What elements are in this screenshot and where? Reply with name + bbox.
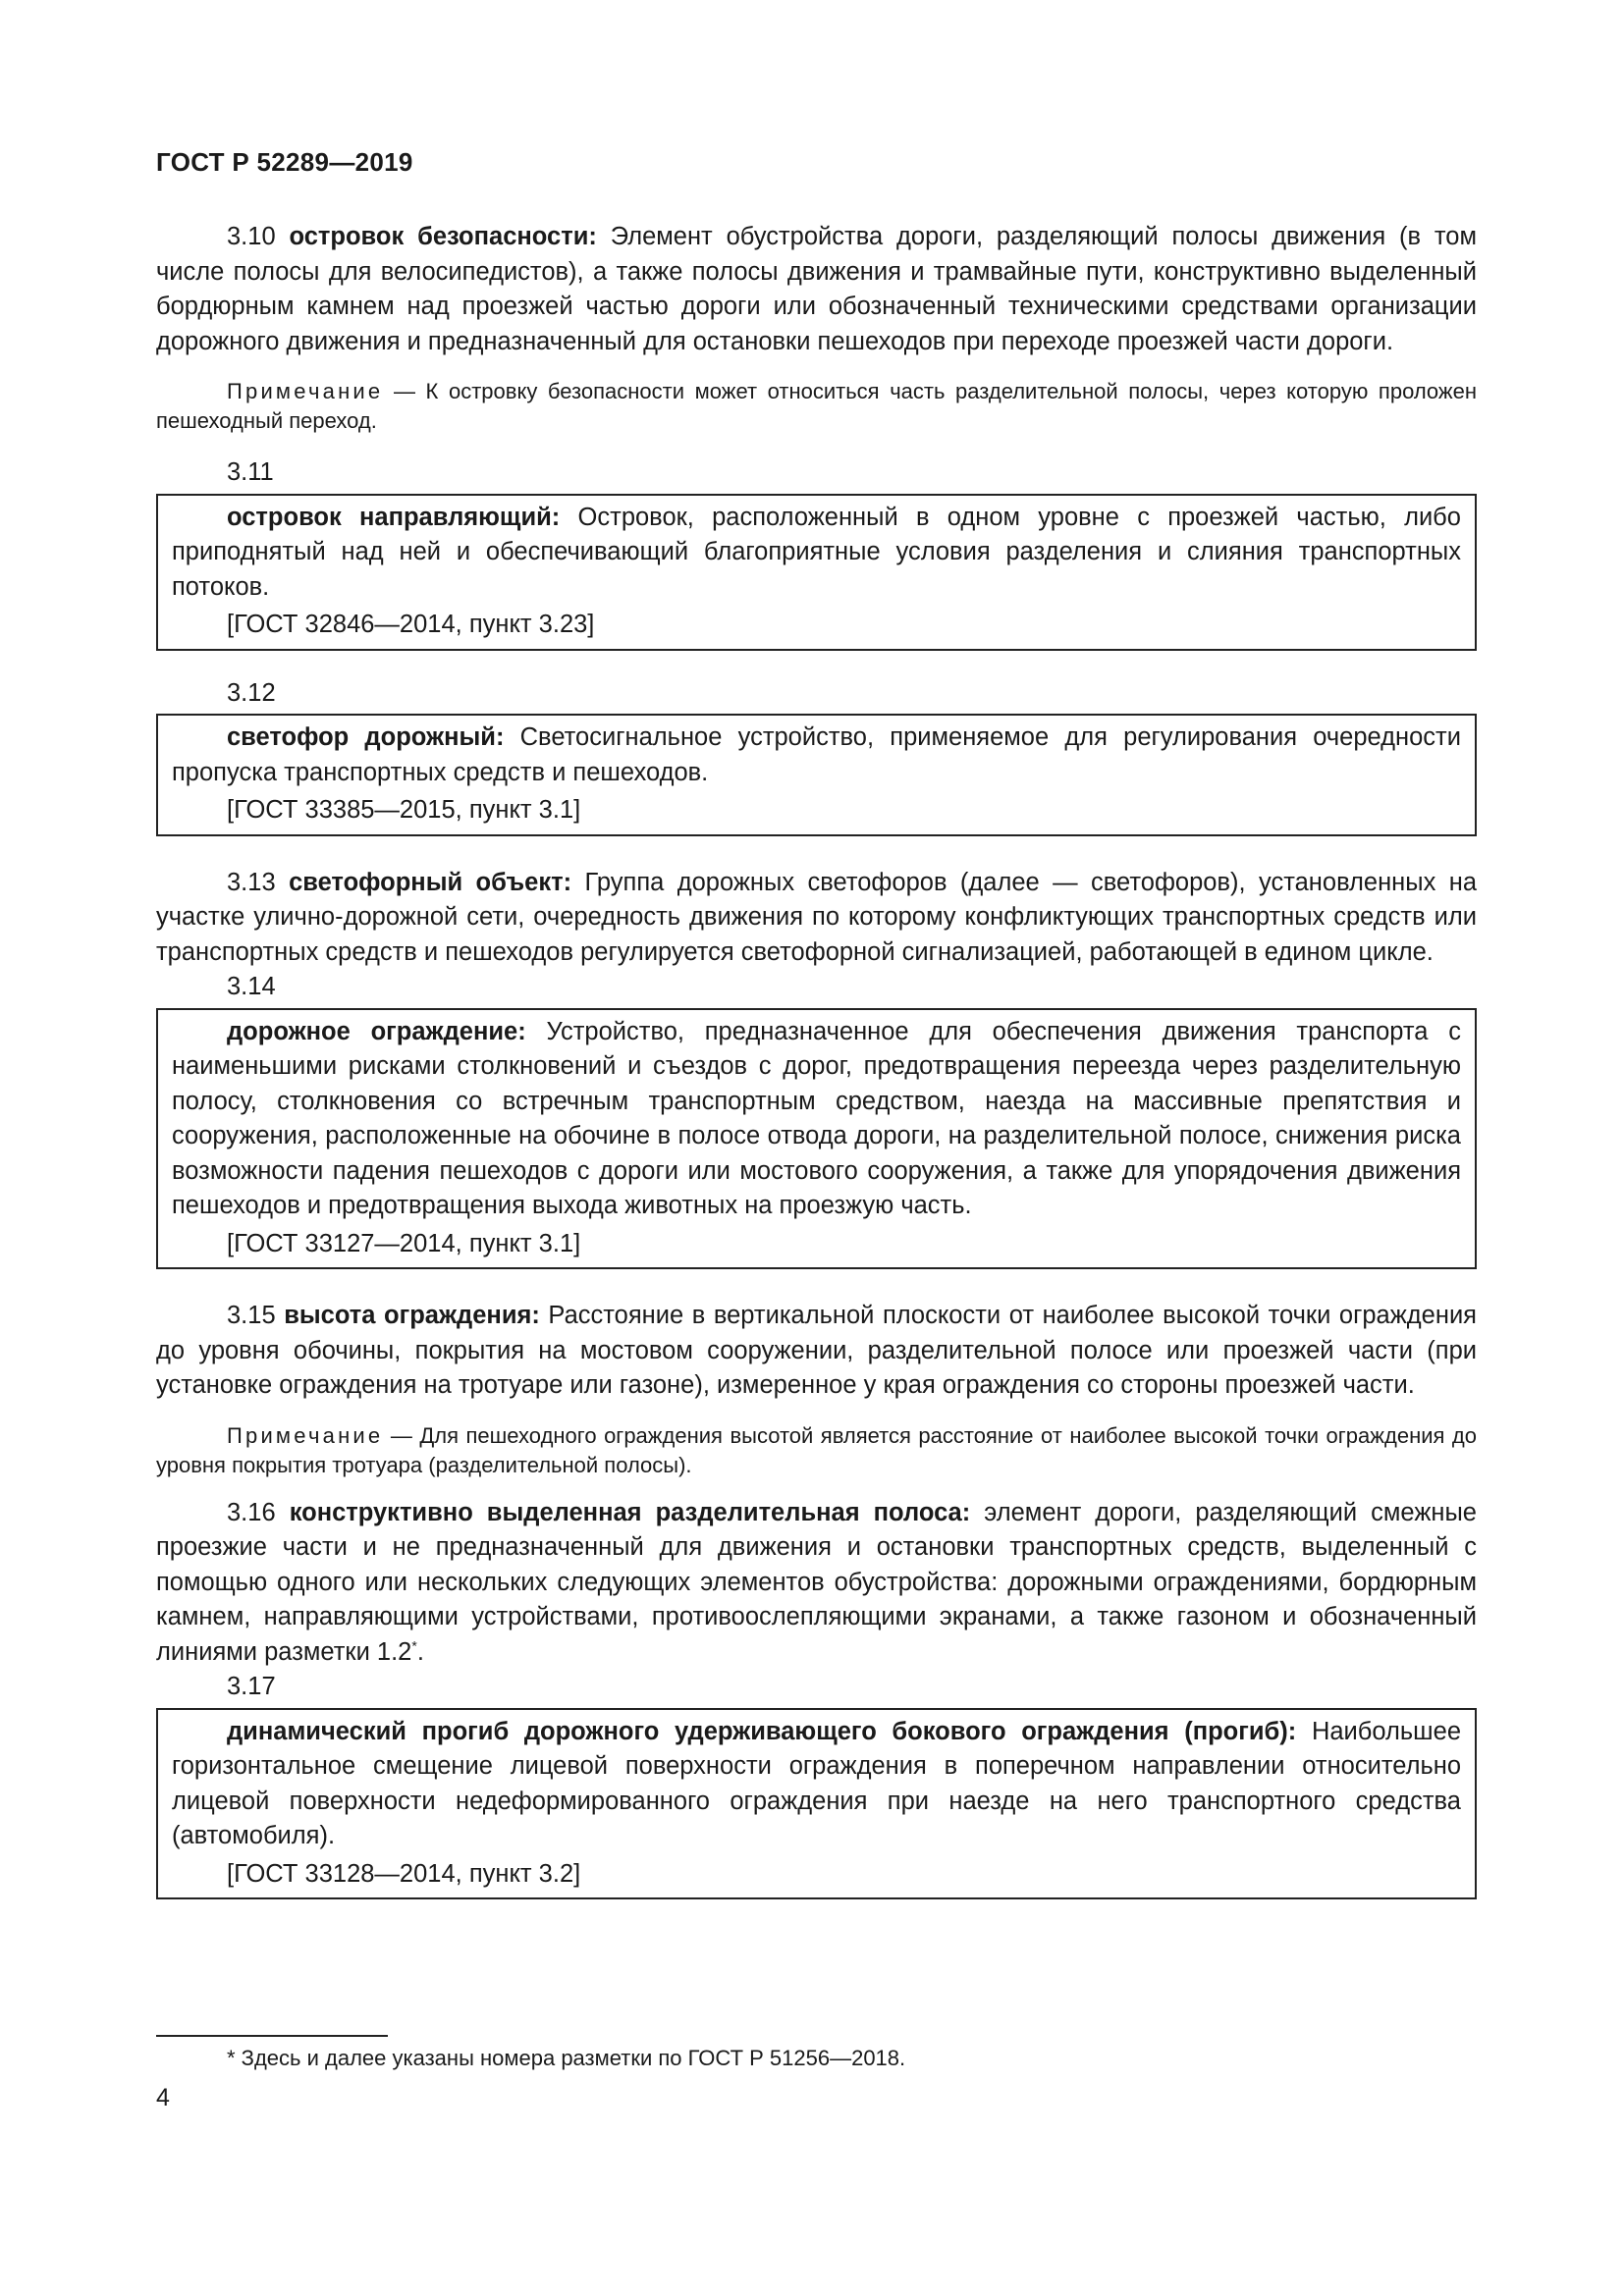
term: светофорный объект: — [289, 868, 572, 896]
definition: Устройство, предназначенное для обеспечения движения транспорта с наименьшими рисками столкновений и съездов с дорог, предотвращения переезда через разделительную полосу, столкновения со встречным транспортным средством, наезда на массивные препятствия и сооружения, расположенные на обочине в полосе отвода дороги, на разделительной полосе, снижения риска возможности падения пешеходов с дороги или мостового сооружения, а также для упорядочения движения пешеходов и предотвращения выхода животных на проезжую часть. — [172, 1017, 1461, 1219]
definition-tail: . — [416, 1637, 424, 1666]
note-label: Примечание — [227, 379, 384, 403]
document-body — [156, 220, 1477, 1899]
definition: Группа дорожных светофоров (далее — светофоров), установленных на участке улично-дорожной сети, очередность движения по которому конфликтующих транспортных средств или транспортных средств и пешеходов регулируется светофорной сигнализацией, работающей в едином цикле. — [156, 868, 1478, 966]
reference: [ГОСТ 33128—2014, пункт 3.2] — [227, 1859, 581, 1888]
section-number: 3.13 — [227, 868, 276, 896]
section-number-3-11: 3.11 — [227, 458, 274, 486]
term: островок безопасности: — [289, 223, 597, 250]
definition-box-3-14 — [156, 1008, 1477, 1270]
section-number-3-12: 3.12 — [227, 678, 276, 707]
definition: Светосигнальное устройство, применяемое для регулирования очередности пропуска транспортных средств и пешеходов. — [172, 723, 1461, 786]
definition: Островок, расположенный в одном уровне с проезжей частью, либо приподнятый над ней и обеспечивающий благоприятные условия разделения и слияния транспортных потоков. — [172, 503, 1461, 601]
definition-box-3-12 — [156, 714, 1477, 836]
reference: [ГОСТ 32846—2014, пункт 3.23] — [227, 611, 595, 638]
section-3-16 — [156, 1496, 1477, 1671]
section-3-13 — [156, 866, 1477, 971]
term: динамический прогиб дорожного удерживающего бокового ограждения (прогиб): — [227, 1717, 1297, 1745]
footnote: * Здесь и далее указаны номера разметки по ГОСТ Р 51256—2018. — [227, 2046, 906, 2070]
definition-3-17 — [172, 1715, 1461, 1854]
definition: Расстояние в вертикальной плоскости от наиболее высокой точки ограждения до уровня обочины, покрытия на мостовом сооружении, разделительной полосе или проезжей части (при установке ограждения на тротуаре или газоне), измеренное у края ограждения со стороны проезжей части. — [156, 1302, 1477, 1399]
section-number: 3.15 — [227, 1302, 276, 1329]
footnote-divider — [156, 2035, 388, 2037]
reference: [ГОСТ 33385—2015, пункт 3.1] — [227, 796, 581, 824]
note-3-15 — [156, 1421, 1477, 1480]
document-header: ГОСТ Р 52289—2019 — [156, 147, 413, 177]
term: конструктивно выделенная разделительная полоса: — [289, 1498, 971, 1526]
term: светофор дорожный: — [227, 723, 505, 751]
definition: элемент дороги, разделяющий смежные проезжие части и не предназначенный для движения и остановки транспортных средств, выделенный с помощью одного или нескольких следующих элементов обустройства: дорожными ограждениями, бордюрным камнем, направляющими устройствами, противоослепляющими экранами, а также газоном и обозначенный линиями разметки 1.2 — [156, 1498, 1477, 1666]
note-text: — Для пешеходного ограждения высотой является расстояние от наиболее высокой точки ограждения до уровня покрытия тротуара (разделительной полосы). — [156, 1422, 1477, 1477]
footnote-marker: * — [411, 1637, 417, 1653]
page-number: 4 — [156, 2084, 170, 2111]
section-number-3-14: 3.14 — [227, 973, 276, 1000]
section-3-10 — [156, 220, 1477, 359]
note-text: — К островку безопасности может относиться часть разделительной полосы, через которую проложен пешеходный переход. — [156, 379, 1477, 433]
section-number: 3.10 — [227, 223, 276, 250]
term: дорожное ограждение: — [227, 1017, 526, 1045]
definition: Наибольшее горизонтальное смещение лицевой поверхности ограждения в поперечном направлении относительно лицевой поверхности недеформированного ограждения при наезде на него транспортного средства (автомобиля). — [172, 1717, 1462, 1849]
definition-3-11 — [172, 501, 1461, 606]
section-number-3-17: 3.17 — [227, 1673, 276, 1700]
definition-3-12 — [172, 721, 1461, 790]
term: высота ограждения: — [284, 1302, 540, 1329]
term: островок направляющий: — [227, 503, 561, 531]
definition-box-3-17 — [156, 1708, 1477, 1900]
definition: Элемент обустройства дороги, разделяющий полосы движения (в том числе полосы для велосипедистов), а также полосы движения и трамвайные пути, конструктивно выделенный бордюрным камнем над проезжей частью дороги или обозначенный техническими средствами организации дорожного движения и предназначенный для остановки пешеходов при переходе проезжей части дороги. — [156, 223, 1477, 355]
definition-3-14 — [172, 1015, 1461, 1224]
section-3-15 — [156, 1299, 1477, 1404]
note-label: Примечание — [227, 1422, 384, 1448]
reference: [ГОСТ 33127—2014, пункт 3.1] — [227, 1229, 581, 1257]
note-3-10 — [156, 377, 1477, 436]
section-number: 3.16 — [227, 1498, 276, 1526]
definition-box-3-11 — [156, 494, 1477, 651]
